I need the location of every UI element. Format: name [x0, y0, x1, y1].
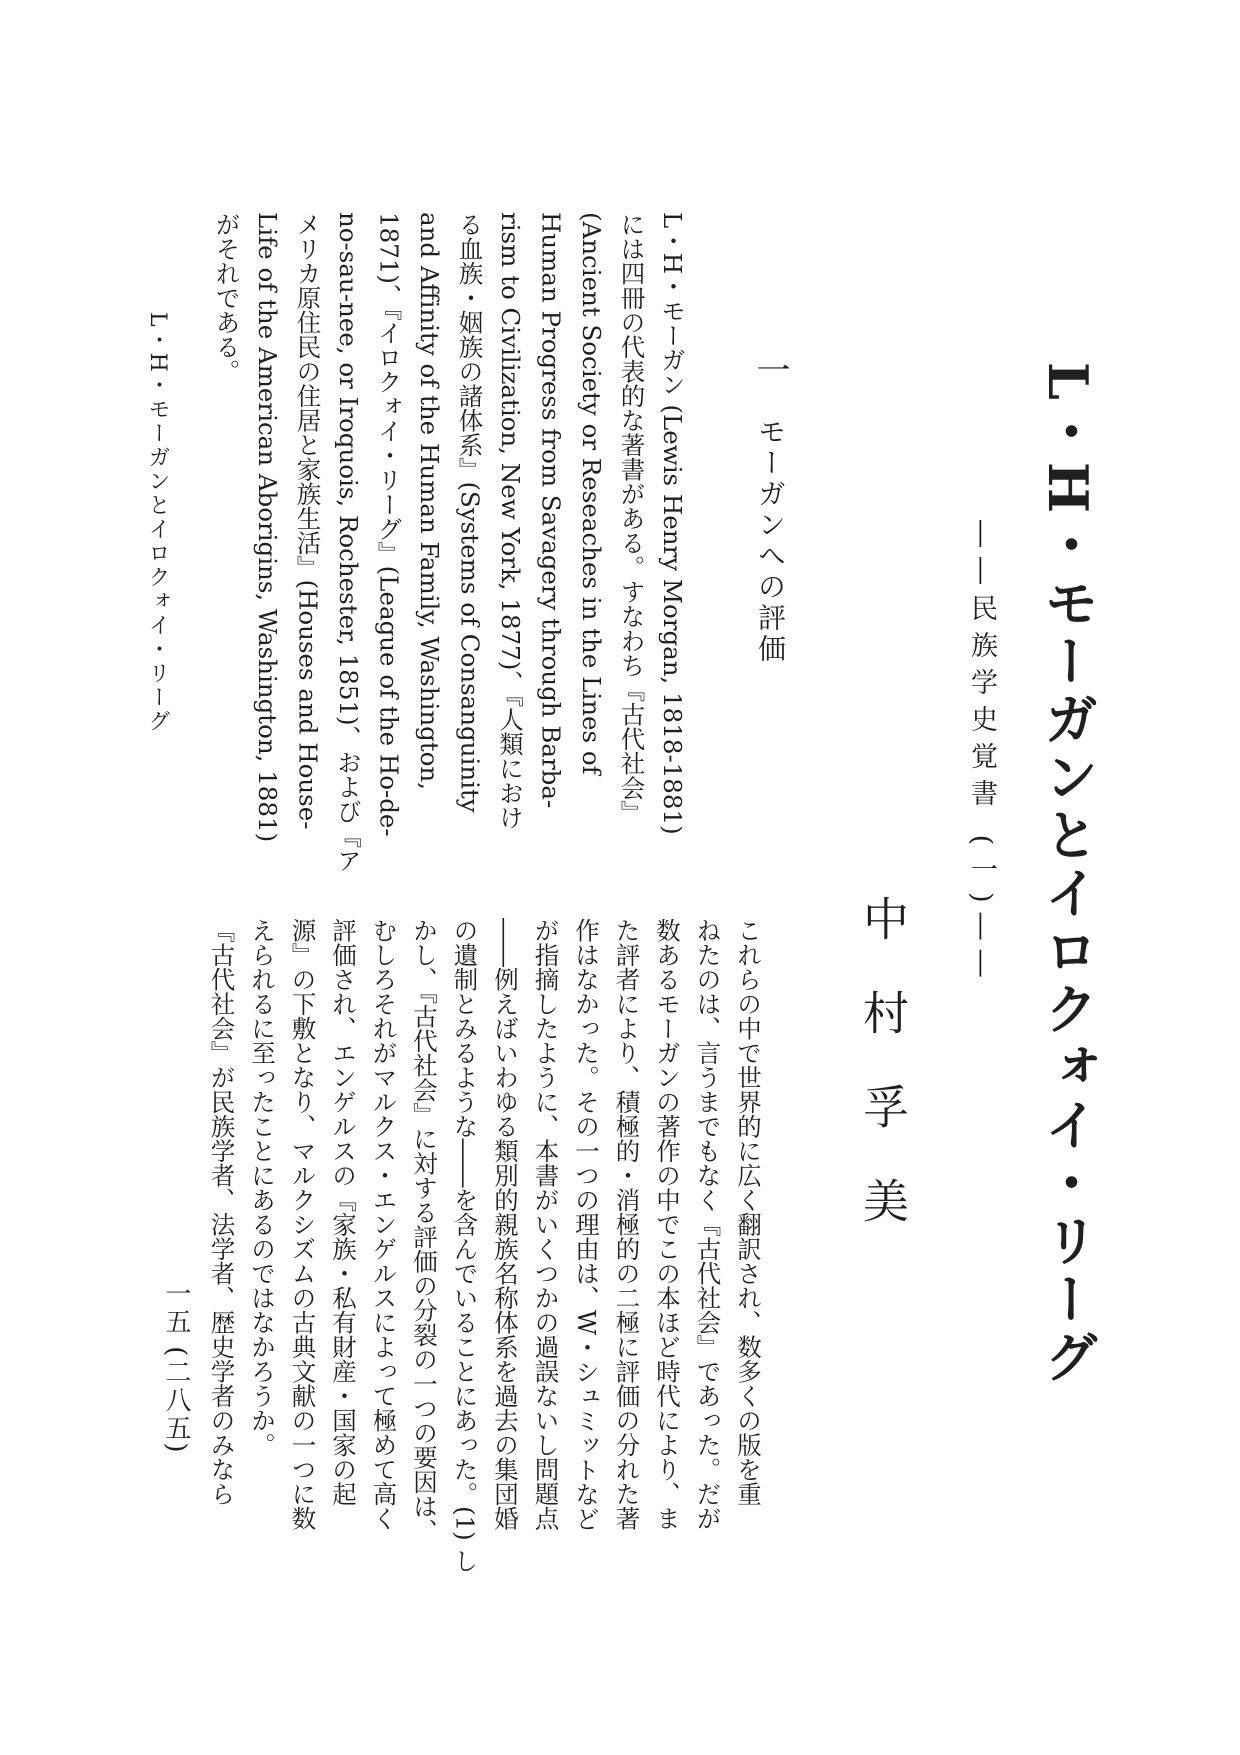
- section-number: 一: [750, 352, 790, 389]
- text-line: メリカ原住民の住居と家族生活』(Houses and House-: [293, 212, 323, 830]
- text-line: がそれである。: [212, 212, 242, 384]
- text-line: かし、『古代社会』に対する評価の分裂の一つの要因は、: [410, 918, 439, 1543]
- author-name: 中村孚美: [856, 895, 910, 1271]
- text-line: rism to Civilization, New York, 1877)、『人類におけ: [496, 212, 525, 830]
- text-line: and Affinity of the Human Family, Washington,: [415, 212, 444, 790]
- text-line: Life of the American Aborigins, Washington, 1881): [253, 212, 282, 843]
- text-line: 作はなかった。その一つの理由は、W・シュミットなど: [572, 918, 601, 1532]
- text-line: (Ancient Society or Reseaches in the Lines of: [577, 212, 606, 775]
- article-title: L・H・モーガンとイロクォイ・リーグ: [1036, 362, 1100, 1387]
- page-number: 一五 (二八五): [161, 1280, 191, 1455]
- text-line: 『古代社会』が民族学者、法学者、歴史学者のみなら: [207, 918, 237, 1506]
- text-line: ――例えばいわゆる類別的親族名称体系を過去の集団婚: [491, 918, 520, 1531]
- paragraph-left: [206, 212, 692, 873]
- text-line: Human Progress from Savagery through Barba-: [536, 212, 566, 809]
- text-line: には四冊の代表的な著書がある。すなわち『古代社会』: [617, 212, 647, 825]
- running-header: L・H・モーガンとイロクォイ・リーグ: [145, 312, 170, 734]
- text-line: えられるに至ったことにあるのではなかろうか。: [248, 918, 277, 1457]
- article-subtitle: ――民族学史覚書 (一)――: [966, 520, 997, 987]
- text-line: る血族・姻族の諸体系』(Systems of Consanguinity: [455, 212, 485, 813]
- paragraph-right: [201, 918, 768, 1598]
- section-heading-text: モーガンへの評価: [754, 417, 787, 665]
- section-heading: [746, 352, 795, 665]
- text-line: 評価され、エンゲルスの『家族・私有財産・国家の起: [329, 918, 358, 1506]
- text-line: 数あるモーガンの著作の中でこの本ほど時代により、ま: [653, 918, 682, 1531]
- text-line: L・H・モーガン (Lewis Henry Morgan, 1818-1881): [658, 212, 687, 835]
- text-line: た評者により、積極的・消極的の二極に評価の分れた著: [612, 918, 642, 1531]
- text-line: 源』の下敷となり、マルクシズムの古典文献の一つに数: [288, 918, 318, 1531]
- text-line: の遺制とみるような――を含んでいることにあった。(1) し: [450, 918, 480, 1573]
- text-line: ねたのは、言うまでもなく『古代社会』であった。だが: [693, 918, 723, 1531]
- text-line: no-sau-nee, or Iroquois, Rochester, 1851)、および『ア: [334, 212, 363, 873]
- text-line: 1871)、『イロクォイ・リーグ』(League of the Ho-de-: [374, 212, 404, 837]
- text-line: が指摘したように、本書がいくつかの過誤ないし問題点: [531, 918, 561, 1531]
- text-line: これらの中で世界的に広く翻訳され、数多くの版を重: [734, 918, 763, 1506]
- text-line: むしろそれがマルクス・エンゲルスによって極めて高く: [369, 918, 399, 1531]
